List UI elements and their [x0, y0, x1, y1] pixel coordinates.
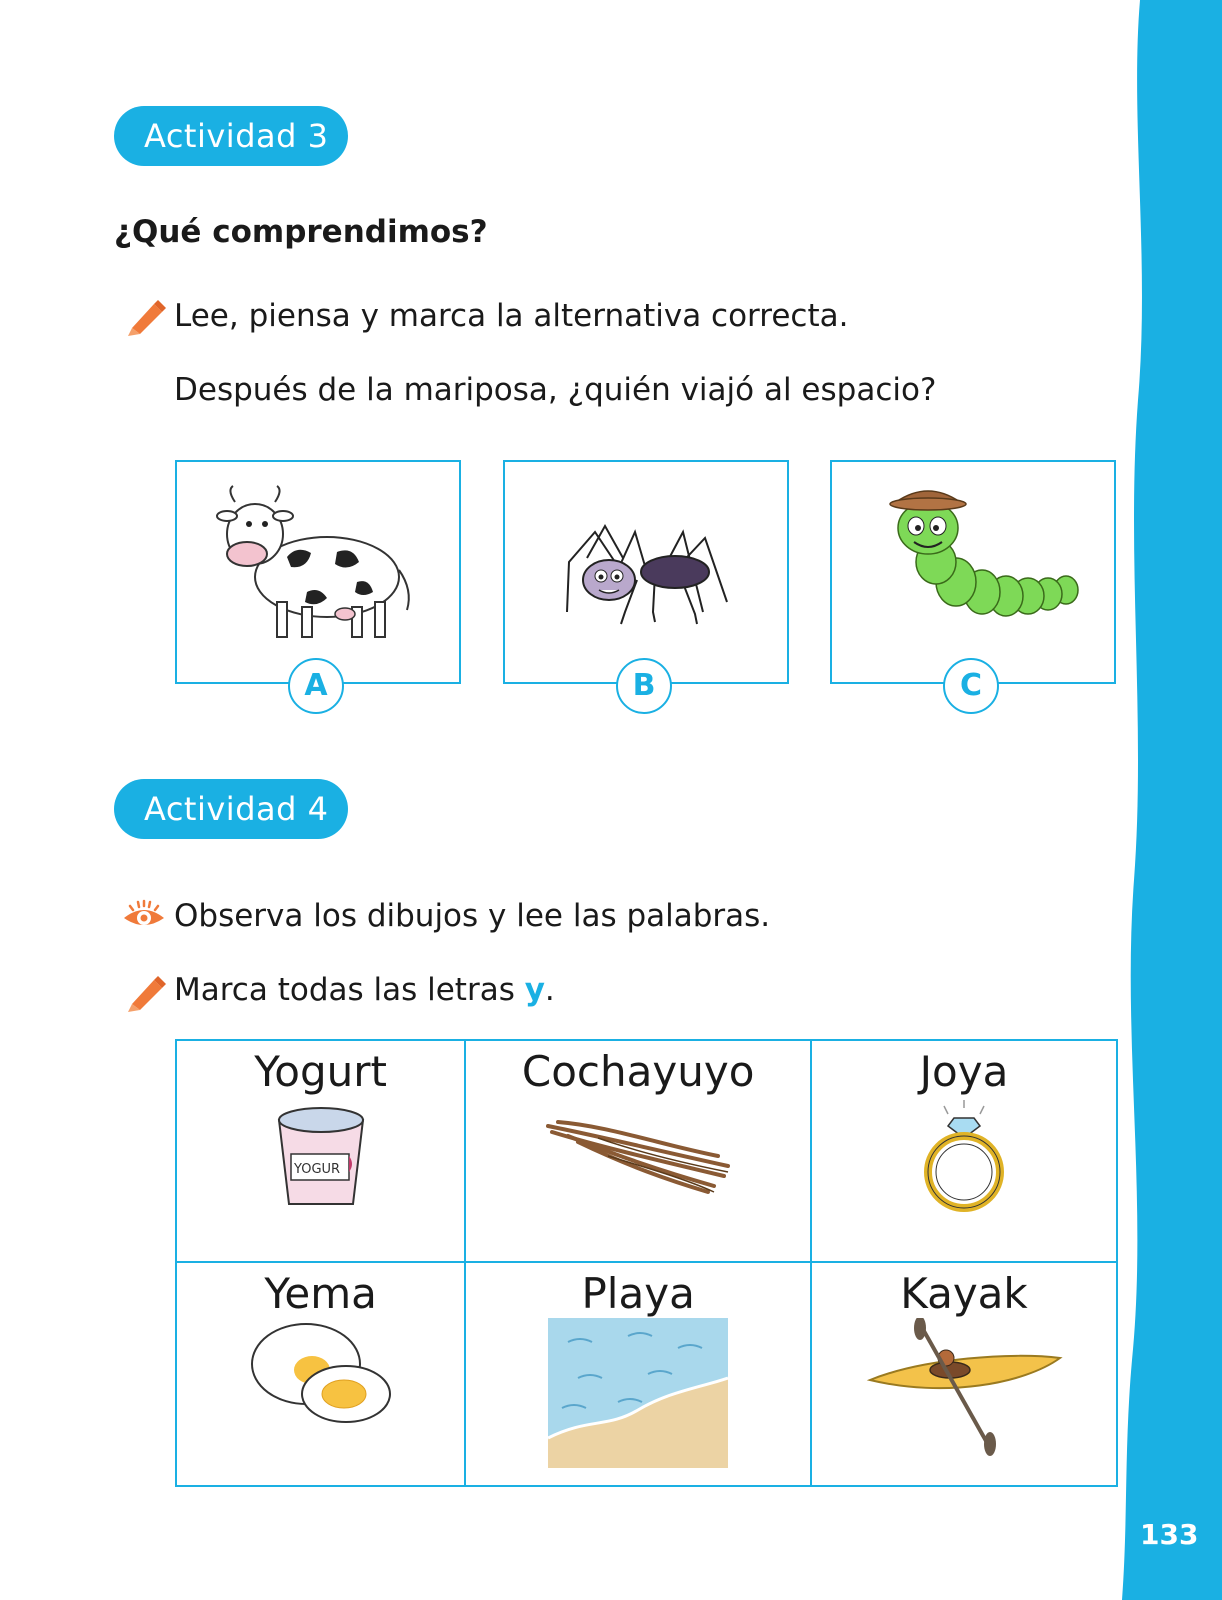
option-b-box[interactable] [503, 460, 789, 684]
section-heading: ¿Qué comprendimos? [114, 214, 488, 250]
instruction-mark: Marca todas las letras y. [174, 972, 555, 1008]
word-cell-cochayuyo[interactable] [465, 1040, 811, 1262]
cow-illustration [177, 462, 461, 684]
beach-illustration [548, 1318, 728, 1468]
word-cell-kayak[interactable] [811, 1262, 1117, 1486]
spider-illustration [505, 462, 789, 684]
page-number: 133 [1140, 1518, 1199, 1551]
instruction-observe: Observa los dibujos y lee las palabras. [174, 898, 771, 934]
word-table [175, 1039, 1118, 1487]
option-c-letter[interactable]: C [943, 658, 999, 714]
word-label[interactable]: Yema [264, 1269, 377, 1318]
pencil-icon [124, 294, 168, 338]
activity-4-label: Actividad 4 [114, 779, 348, 839]
activity-3-label: Actividad 3 [114, 106, 348, 166]
caterpillar-illustration [832, 462, 1116, 684]
option-c-box[interactable] [830, 460, 1116, 684]
yogurt-cup-illustration [261, 1096, 381, 1216]
eye-icon [120, 898, 168, 934]
ring-illustration [914, 1096, 1014, 1216]
boiled-egg-illustration [246, 1318, 396, 1428]
word-label[interactable]: Cochayuyo [521, 1047, 755, 1096]
word-cell-playa[interactable] [465, 1262, 811, 1486]
kayak-illustration [864, 1318, 1064, 1468]
word-label[interactable]: Kayak [900, 1269, 1028, 1318]
word-label[interactable]: Yogurt [254, 1047, 388, 1096]
word-label[interactable]: Joya [919, 1047, 1009, 1096]
option-a-box[interactable] [175, 460, 461, 684]
cup-label: YOGUR [293, 1162, 340, 1177]
word-cell-yogurt[interactable] [176, 1040, 465, 1262]
instruction-read: Lee, piensa y marca la alternativa correcta. [174, 298, 849, 334]
word-cell-yema[interactable] [176, 1262, 465, 1486]
word-cell-joya[interactable] [811, 1040, 1117, 1262]
highlight-letter-y: y [524, 972, 545, 1008]
pencil-icon [124, 970, 168, 1014]
word-label[interactable]: Playa [581, 1269, 695, 1318]
option-a-letter[interactable]: A [288, 658, 344, 714]
question-text: Después de la mariposa, ¿quién viajó al espacio? [174, 372, 937, 408]
seaweed-illustration [538, 1096, 738, 1206]
option-b-letter[interactable]: B [616, 658, 672, 714]
